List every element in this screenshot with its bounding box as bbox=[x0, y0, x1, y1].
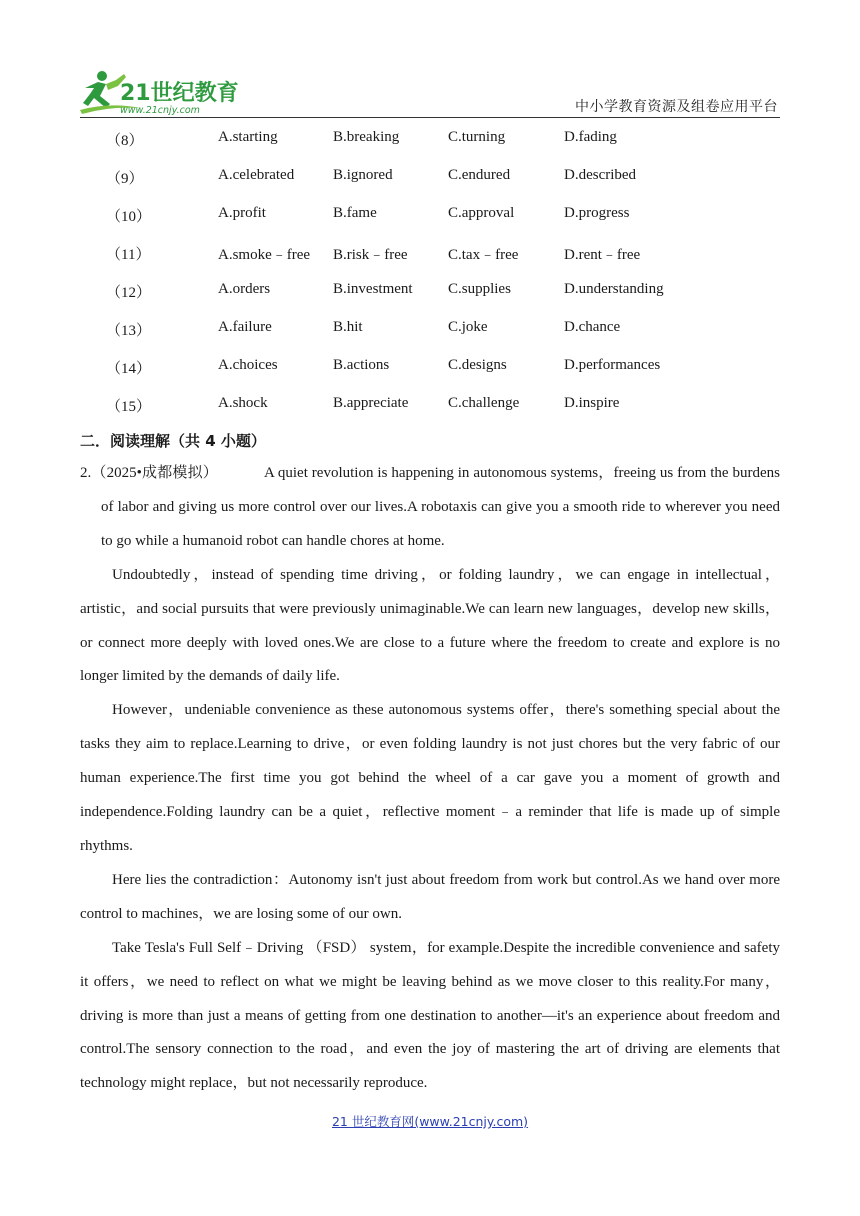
option-d: D.inspire bbox=[564, 395, 620, 411]
option-c: C.designs bbox=[448, 357, 507, 373]
option-c: C.approval bbox=[448, 205, 515, 221]
item-number: （9） bbox=[106, 171, 144, 187]
option-d: D.chance bbox=[564, 319, 621, 335]
option-d: D.understanding bbox=[564, 281, 664, 297]
option-d: D.performances bbox=[564, 357, 661, 373]
paragraph: Undoubtedly，instead of spending time driving，or folding laundry，we can engage in intellectual，artistic，and social pursuits that were previously unimaginable.We can learn new languages，develop new skills，or connect more deeply with loved ones.We are close to a future where the freedom to create and explore is no longer limited by the demands of daily life. bbox=[80, 566, 780, 685]
footer-link[interactable]: 21 世纪教育网(www.21cnjy.com) bbox=[331, 1114, 529, 1129]
option-row bbox=[80, 195, 780, 233]
option-a: A.choices bbox=[218, 357, 278, 373]
item-number: （15） bbox=[106, 399, 152, 415]
option-row bbox=[80, 309, 780, 347]
option-d: D.progress bbox=[564, 205, 630, 221]
option-b: B.investment bbox=[333, 281, 413, 297]
option-d: D.rent﹣free bbox=[564, 247, 641, 263]
option-b: B.risk﹣free bbox=[333, 247, 408, 263]
paragraph-1: A quiet revolution is happening in autonomous systems，freeing us from the burdens of labor and giving us more control over our lives.A robotaxis can give you a smooth ride to wherever you need to go while a humanoid robot can handle chores at home. bbox=[101, 465, 780, 549]
platform-title: 中小学教育资源及组卷应用平台 bbox=[575, 99, 778, 115]
option-c: C.supplies bbox=[448, 281, 511, 297]
paragraph: Here lies the contradiction：Autonomy isn't just about freedom from work but control.As we hand over more control to machines，we are losing some of our own. bbox=[80, 871, 780, 922]
option-table bbox=[80, 119, 780, 423]
option-row bbox=[80, 119, 780, 157]
option-a: A.smoke﹣free bbox=[218, 247, 311, 263]
option-row bbox=[80, 385, 780, 423]
option-a: A.starting bbox=[218, 129, 278, 145]
item-number: （10） bbox=[106, 209, 152, 225]
logo-text: 21世纪教育 bbox=[120, 81, 239, 106]
option-row bbox=[80, 347, 780, 385]
option-c: C.joke bbox=[448, 319, 488, 335]
option-c: C.endured bbox=[448, 167, 511, 183]
option-row bbox=[80, 233, 780, 271]
option-row bbox=[80, 157, 780, 195]
option-d: D.fading bbox=[564, 129, 617, 145]
option-row bbox=[80, 271, 780, 309]
header-divider bbox=[80, 117, 780, 118]
item-number: （12） bbox=[106, 285, 152, 301]
option-c: C.turning bbox=[448, 129, 506, 145]
option-a: A.celebrated bbox=[218, 167, 295, 183]
item-number: （14） bbox=[106, 361, 152, 377]
option-b: B.breaking bbox=[333, 129, 400, 145]
question-intro bbox=[80, 457, 780, 559]
question-number: 2. bbox=[80, 465, 92, 481]
page-header bbox=[80, 66, 780, 118]
option-d: D.described bbox=[564, 167, 637, 183]
option-a: A.shock bbox=[218, 395, 268, 411]
paragraph: Take Tesla's Full Self﹣Driving （FSD） system，for example.Despite the incredible convenience and safety it offers，we need to reflect on what we might be leaving behind as we move closer to this reality.For many，driving is more than just a means of getting from one destination to another—it's an experience about freedom and control.The sensory connection to the road，and even the joy of mastering the art of driving are elements that technology might replace，but not necessarily reproduce. bbox=[80, 939, 780, 1092]
option-b: B.ignored bbox=[333, 167, 393, 183]
option-a: A.profit bbox=[218, 205, 266, 221]
option-b: B.fame bbox=[333, 205, 377, 221]
reading-passage bbox=[80, 457, 780, 1101]
question-source: （2025•成都模拟） bbox=[91, 465, 218, 481]
option-c: C.tax﹣free bbox=[448, 247, 519, 263]
item-number: （8） bbox=[106, 133, 144, 149]
option-b: B.actions bbox=[333, 357, 390, 373]
item-number: （13） bbox=[106, 323, 152, 339]
logo bbox=[80, 66, 250, 118]
section-heading: 二．阅读理解（共 4 小题） bbox=[80, 432, 266, 450]
option-b: B.hit bbox=[333, 319, 363, 335]
option-c: C.challenge bbox=[448, 395, 520, 411]
paragraph: However，undeniable convenience as these autonomous systems offer，there's something special about the tasks they aim to replace.Learning to drive，or even folding laundry is not just chores but the very fabric of our human experience.The first time you got behind the wheel of a car gave you a moment of growth and independence.Folding laundry can be a quiet，reflective moment﹣a reminder that life is made up of simple rhythms. bbox=[80, 702, 780, 854]
logo-url: www.21cnjy.com bbox=[120, 105, 200, 116]
item-number: （11） bbox=[106, 247, 151, 263]
option-a: A.orders bbox=[218, 281, 271, 297]
option-a: A.failure bbox=[218, 319, 272, 335]
option-b: B.appreciate bbox=[333, 395, 409, 411]
